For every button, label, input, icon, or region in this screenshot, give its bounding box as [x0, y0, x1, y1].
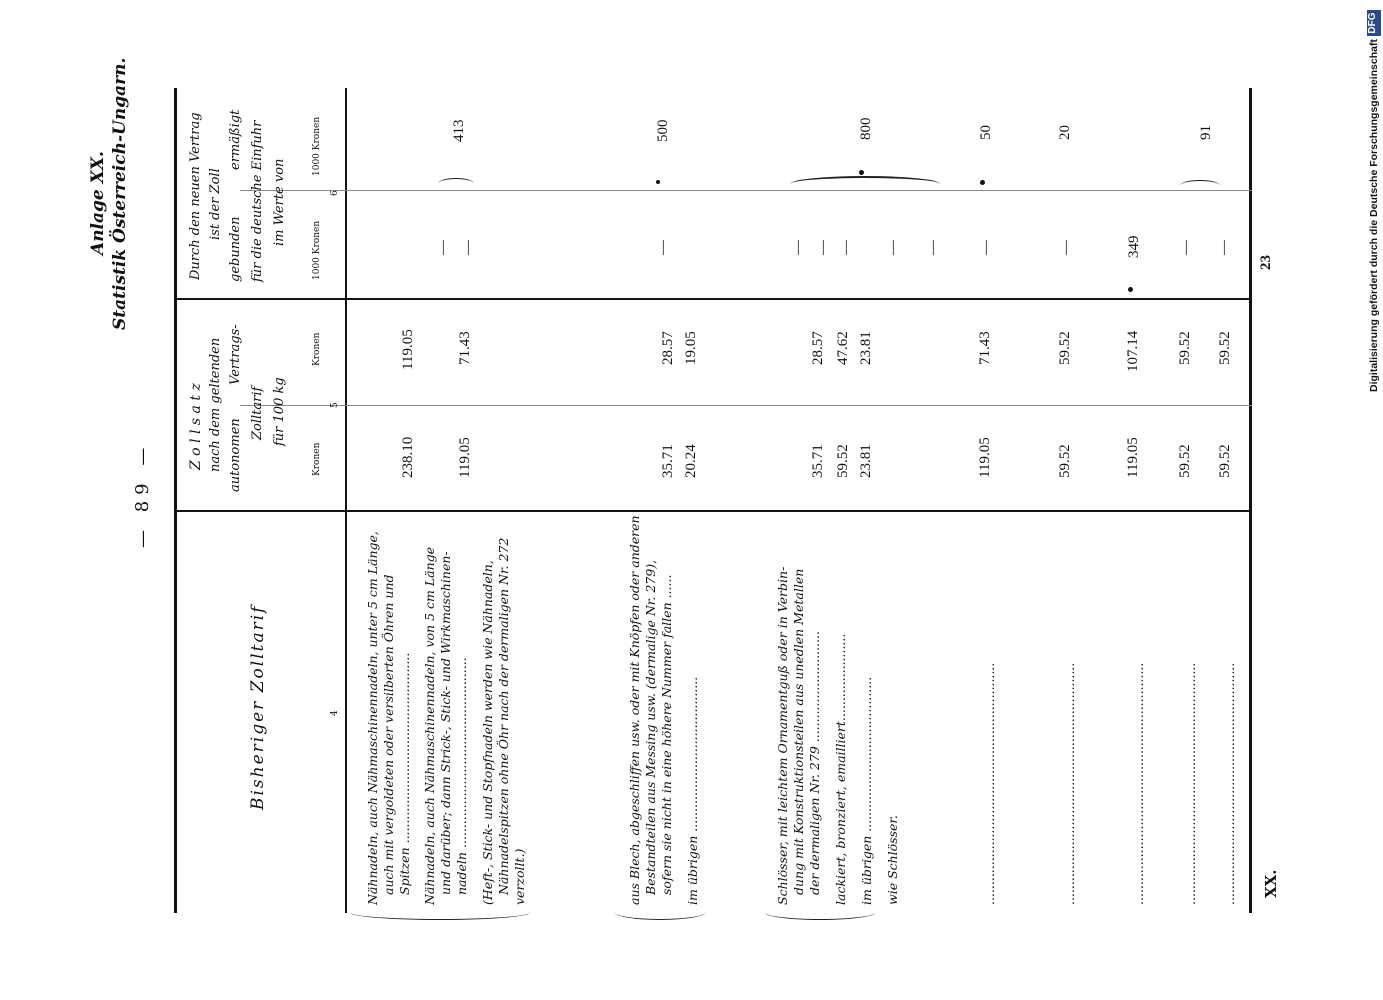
row6-text-1: Schlösser, mit leichtem Ornamentguß oder in Verbin-	[775, 566, 790, 905]
row5-contract: 19.05	[683, 331, 699, 365]
row13-reduced: 91	[1198, 125, 1214, 140]
row1-text-1: Nähnadeln, auch Nähmaschinennadeln, unter 5 cm Länge,	[365, 531, 380, 905]
row4-bound-dash: —	[655, 240, 671, 255]
row10-bound-dash: —	[978, 240, 994, 255]
row10-marker	[980, 180, 985, 185]
row12-bound: 349	[1126, 235, 1142, 258]
row14-autonomous: 59.52	[1217, 444, 1233, 478]
row3-text-1: (Heft-, Stick- und Stopfnadeln werden wie Nähnadeln,	[480, 560, 495, 905]
row10-leader: .............................................................	[982, 662, 997, 905]
col6-unit-reduced: 1000 Kronen	[312, 116, 322, 176]
row11-contract: 59.52	[1057, 331, 1073, 365]
col5-sub-contract: Vertrags-	[228, 324, 243, 385]
row6-bound-dash: —	[790, 240, 806, 255]
table-bottom-rule	[1249, 88, 1252, 913]
row9-bound-dash: —	[925, 240, 941, 255]
row12-leader: .............................................................	[1131, 662, 1146, 905]
row7-autonomous: 59.52	[835, 444, 851, 478]
col5-sub-autonomous: autonomen	[228, 418, 243, 492]
col6-sub-bound: gebunden	[228, 216, 243, 282]
row7-reduced: 800	[858, 117, 874, 140]
row14-contract: 59.52	[1217, 331, 1233, 365]
row1-text-3: Spitzen ................................................	[397, 652, 412, 895]
col6-header-4: im Werte von	[272, 158, 287, 246]
row2-autonomous: 119.05	[457, 437, 473, 478]
row9-text-1: wie Schlösser.	[885, 814, 900, 905]
row14-leader: .............................................................	[1222, 662, 1237, 905]
col5-header-2: nach dem geltenden	[208, 337, 223, 472]
row6-autonomous: 35.71	[810, 444, 826, 478]
row4-reduced: 500	[655, 119, 671, 142]
row2-contract: 71.43	[457, 331, 473, 365]
row2-text-1: Nähnadeln, auch Nähmaschinennadeln, von 5 cm Länge	[422, 546, 437, 905]
row2-bound-dash-b: —	[460, 240, 476, 255]
col5-unit-autonomous: Kronen	[312, 442, 322, 476]
col6-header-1: Durch den neuen Vertrag	[188, 112, 203, 280]
col6-sub-reduced: ermäßigt	[228, 109, 243, 170]
sub-divider-col6	[240, 190, 1252, 191]
row8-contract: 23.81	[858, 331, 874, 365]
col6-header-3: für die deutsche Einfuhr	[250, 120, 265, 282]
row2-bound-dash-a: —	[435, 240, 451, 255]
brace-group-3	[765, 905, 875, 920]
row2-reduced: 413	[451, 119, 467, 142]
row6-text-3: der dermaligen Nr. 279 ............................	[807, 630, 822, 895]
row11-reduced: 20	[1057, 125, 1073, 140]
row1-2-brace	[438, 178, 474, 189]
row4-text-3: sofern sie nicht in eine höhere Nummer fallen ......	[659, 574, 674, 895]
col5-unit-contract: Kronen	[312, 332, 322, 366]
row11-bound-dash: —	[1058, 240, 1074, 255]
row8-bound-dash: —	[838, 240, 854, 255]
row12-autonomous: 119.05	[1125, 437, 1141, 478]
row8b-bound-dash: —	[885, 240, 901, 255]
row13-bound-dash: —	[1178, 240, 1194, 255]
row4-text-2: Bestandteilen aus Messing usw. (dermalige Nr. 279),	[643, 559, 658, 895]
row2-text-3: nadeln ................................................	[454, 657, 469, 895]
row13-contract: 59.52	[1177, 331, 1193, 365]
row3-text-2: Nähnadelspitzen ohne Öhr nach der dermaligen Nr. 272	[496, 537, 511, 895]
brace-group-1	[350, 905, 530, 920]
row6-contract: 28.57	[810, 331, 826, 365]
row12-contract: 107.14	[1125, 330, 1141, 372]
col5-header-1: Z o l l s a t z	[188, 383, 204, 470]
row5-text-1: im übrigen .......................................	[685, 676, 700, 905]
row4-marker	[656, 180, 660, 184]
row10-reduced: 50	[978, 125, 994, 140]
row14-bound-dash: —	[1216, 240, 1232, 255]
column-divider-4-5	[174, 510, 1252, 512]
row1-text-2: auch mit vergoldeten oder versilberten Öhren und	[381, 574, 396, 895]
col4-header: Bisheriger Zolltarif	[248, 604, 268, 810]
row11-leader: .............................................................	[1062, 662, 1077, 905]
row6-text-2: dung mit Konstruktionsteilen aus unedlen Metallen	[791, 568, 806, 895]
digitization-note: Digitalisierung gefördert durch die Deutsche Forschungsgemeinschaft	[1368, 39, 1380, 392]
table-top-rule	[174, 88, 177, 913]
row7-text-1: lackiert, bronziert, emailliert......................	[833, 633, 848, 905]
header-separator	[345, 88, 347, 913]
column-divider-5-6	[174, 298, 1252, 300]
dfg-logo: DFG	[1367, 10, 1381, 36]
row4-autonomous: 35.71	[660, 444, 676, 478]
col5-header-4: für 100 kg	[272, 377, 287, 446]
page-title: Statistik Österreich-Ungarn.	[110, 57, 130, 330]
row5-autonomous: 20.24	[683, 444, 699, 478]
row7-bound-dash: —	[815, 240, 831, 255]
col6-header-2: ist der Zoll	[208, 168, 223, 240]
row3-text-3: verzollt.)	[512, 848, 527, 905]
row4-text-1: aus Blech, abgeschliffen usw. oder mit Knöpfen oder anderen	[627, 515, 642, 905]
rows-6-9-brace	[790, 176, 940, 192]
row8-autonomous: 23.81	[858, 444, 874, 478]
row7-marker	[859, 170, 864, 175]
annex-title: Anlage XX.	[88, 151, 108, 255]
row8-text-1: im übrigen .......................................	[859, 676, 874, 905]
row10-contract: 71.43	[977, 331, 993, 365]
row7-contract: 47.62	[835, 331, 851, 365]
row1-contract: 119.05	[400, 329, 416, 370]
row11-autonomous: 59.52	[1057, 444, 1073, 478]
row2-text-2: und darüber; dann Strick-, Stick- und Wirkmaschinen-	[438, 551, 453, 895]
row13-leader: .............................................................	[1183, 662, 1198, 905]
col5-header-3: Zolltarif	[250, 386, 265, 440]
col5-number: 5	[330, 402, 340, 408]
col6-number: 6	[330, 190, 340, 196]
row4-contract: 28.57	[660, 331, 676, 365]
row13-autonomous: 59.52	[1177, 444, 1193, 478]
rows-13-14-brace	[1180, 180, 1220, 191]
col4-number: 4	[330, 710, 340, 716]
row12-marker	[1128, 287, 1133, 292]
sub-divider-col5	[240, 405, 1252, 406]
row10-autonomous: 119.05	[977, 437, 993, 478]
sheet-number: 23	[1258, 255, 1274, 270]
brace-group-2	[615, 905, 705, 920]
page-number: — 89 —	[132, 441, 153, 548]
section-label: XX.	[1262, 869, 1280, 898]
row1-autonomous: 238.10	[400, 436, 416, 478]
col6-unit-bound: 1000 Kronen	[312, 220, 322, 280]
